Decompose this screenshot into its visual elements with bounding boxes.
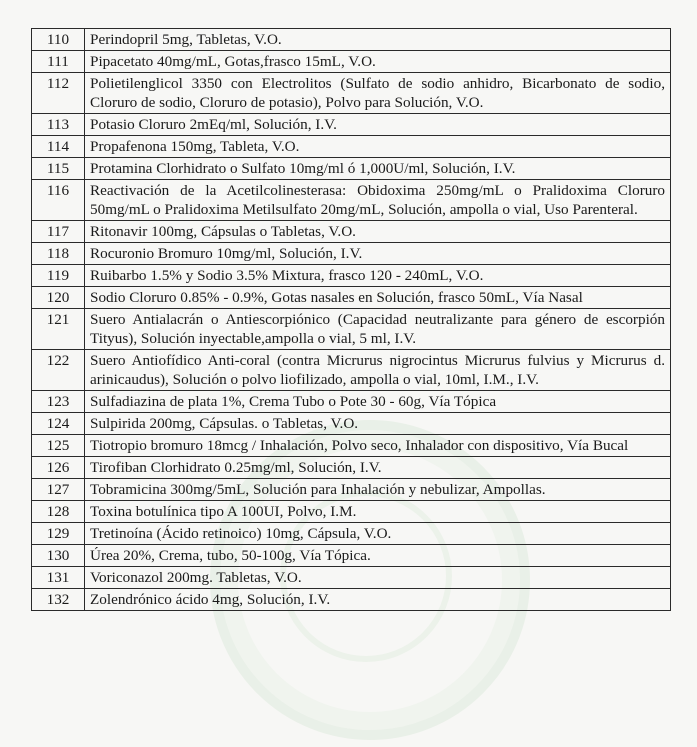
- item-number: 115: [32, 158, 85, 180]
- item-description: Perindopril 5mg, Tabletas, V.O.: [85, 29, 671, 51]
- item-description: Zolendrónico ácido 4mg, Solución, I.V.: [85, 589, 671, 611]
- item-number: 128: [32, 501, 85, 523]
- table-row: [32, 136, 671, 158]
- item-number: 113: [32, 114, 85, 136]
- table-row: [32, 545, 671, 567]
- item-description: Tiotropio bromuro 18mcg / Inhalación, Polvo seco, Inhalador con dispositivo, Vía Bucal: [85, 435, 671, 457]
- item-description: Protamina Clorhidrato o Sulfato 10mg/ml ó 1,000U/ml, Solución, I.V.: [85, 158, 671, 180]
- table-row: [32, 457, 671, 479]
- item-number: 132: [32, 589, 85, 611]
- table-row: [32, 180, 671, 221]
- table-row: [32, 29, 671, 51]
- table-row: [32, 589, 671, 611]
- item-description: Ruibarbo 1.5% y Sodio 3.5% Mixtura, frasco 120 - 240mL, V.O.: [85, 265, 671, 287]
- medication-table-body: [32, 29, 671, 611]
- item-description: Tobramicina 300mg/5mL, Solución para Inhalación y nebulizar, Ampollas.: [85, 479, 671, 501]
- item-description: Reactivación de la Acetilcolinesterasa: Obidoxima 250mg/mL o Pralidoxima Cloruro 50mg/mL o Pralidoxima Metilsulfato 20mg/mL, Solución, ampolla o vial, Uso Parenteral.: [85, 180, 671, 221]
- table-row: [32, 265, 671, 287]
- table-row: [32, 501, 671, 523]
- item-number: 118: [32, 243, 85, 265]
- item-description: Pipacetato 40mg/mL, Gotas,frasco 15mL, V.O.: [85, 51, 671, 73]
- table-row: [32, 413, 671, 435]
- item-number: 130: [32, 545, 85, 567]
- table-row: [32, 158, 671, 180]
- item-number: 123: [32, 391, 85, 413]
- item-description: Úrea 20%, Crema, tubo, 50-100g, Vía Tópica.: [85, 545, 671, 567]
- item-description: Voriconazol 200mg. Tabletas, V.O.: [85, 567, 671, 589]
- item-number: 111: [32, 51, 85, 73]
- table-row: [32, 350, 671, 391]
- item-number: 112: [32, 73, 85, 114]
- item-number: 125: [32, 435, 85, 457]
- table-row: [32, 567, 671, 589]
- item-description: Sulfadiazina de plata 1%, Crema Tubo o Pote 30 - 60g, Vía Tópica: [85, 391, 671, 413]
- table-row: [32, 73, 671, 114]
- table-row: [32, 479, 671, 501]
- table-row: [32, 243, 671, 265]
- item-description: Tirofiban Clorhidrato 0.25mg/ml, Solución, I.V.: [85, 457, 671, 479]
- item-number: 110: [32, 29, 85, 51]
- item-description: Propafenona 150mg, Tableta, V.O.: [85, 136, 671, 158]
- item-number: 116: [32, 180, 85, 221]
- item-description: Tretinoína (Ácido retinoico) 10mg, Cápsula, V.O.: [85, 523, 671, 545]
- table-row: [32, 287, 671, 309]
- medication-table: [31, 28, 671, 611]
- item-description: Suero Antiofídico Anti-coral (contra Micrurus nigrocintus Micrurus fulvius y Micrurus d. arinicaudus), Solución o polvo liofilizado, ampolla o vial, 10ml, I.M., I.V.: [85, 350, 671, 391]
- item-number: 121: [32, 309, 85, 350]
- item-number: 114: [32, 136, 85, 158]
- table-row: [32, 523, 671, 545]
- item-number: 129: [32, 523, 85, 545]
- item-description: Polietilenglicol 3350 con Electrolitos (Sulfato de sodio anhidro, Bicarbonato de sodio, Cloruro de sodio, Cloruro de potasio), Polvo para Solución, V.O.: [85, 73, 671, 114]
- table-row: [32, 391, 671, 413]
- item-description: Toxina botulínica tipo A 100UI, Polvo, I.M.: [85, 501, 671, 523]
- table-row: [32, 435, 671, 457]
- item-description: Potasio Cloruro 2mEq/ml, Solución, I.V.: [85, 114, 671, 136]
- item-number: 126: [32, 457, 85, 479]
- item-number: 120: [32, 287, 85, 309]
- item-description: Sulpirida 200mg, Cápsulas. o Tabletas, V.O.: [85, 413, 671, 435]
- item-description: Suero Antialacrán o Antiescorpiónico (Capacidad neutralizante para género de escorpión Tityus), Solución inyectable,ampolla o vial, 5 ml, I.V.: [85, 309, 671, 350]
- item-number: 127: [32, 479, 85, 501]
- item-number: 117: [32, 221, 85, 243]
- table-row: [32, 114, 671, 136]
- item-description: Ritonavir 100mg, Cápsulas o Tabletas, V.O.: [85, 221, 671, 243]
- table-row: [32, 309, 671, 350]
- item-number: 131: [32, 567, 85, 589]
- item-number: 124: [32, 413, 85, 435]
- item-number: 119: [32, 265, 85, 287]
- item-description: Rocuronio Bromuro 10mg/ml, Solución, I.V.: [85, 243, 671, 265]
- table-row: [32, 51, 671, 73]
- item-description: Sodio Cloruro 0.85% - 0.9%, Gotas nasales en Solución, frasco 50mL, Vía Nasal: [85, 287, 671, 309]
- item-number: 122: [32, 350, 85, 391]
- table-row: [32, 221, 671, 243]
